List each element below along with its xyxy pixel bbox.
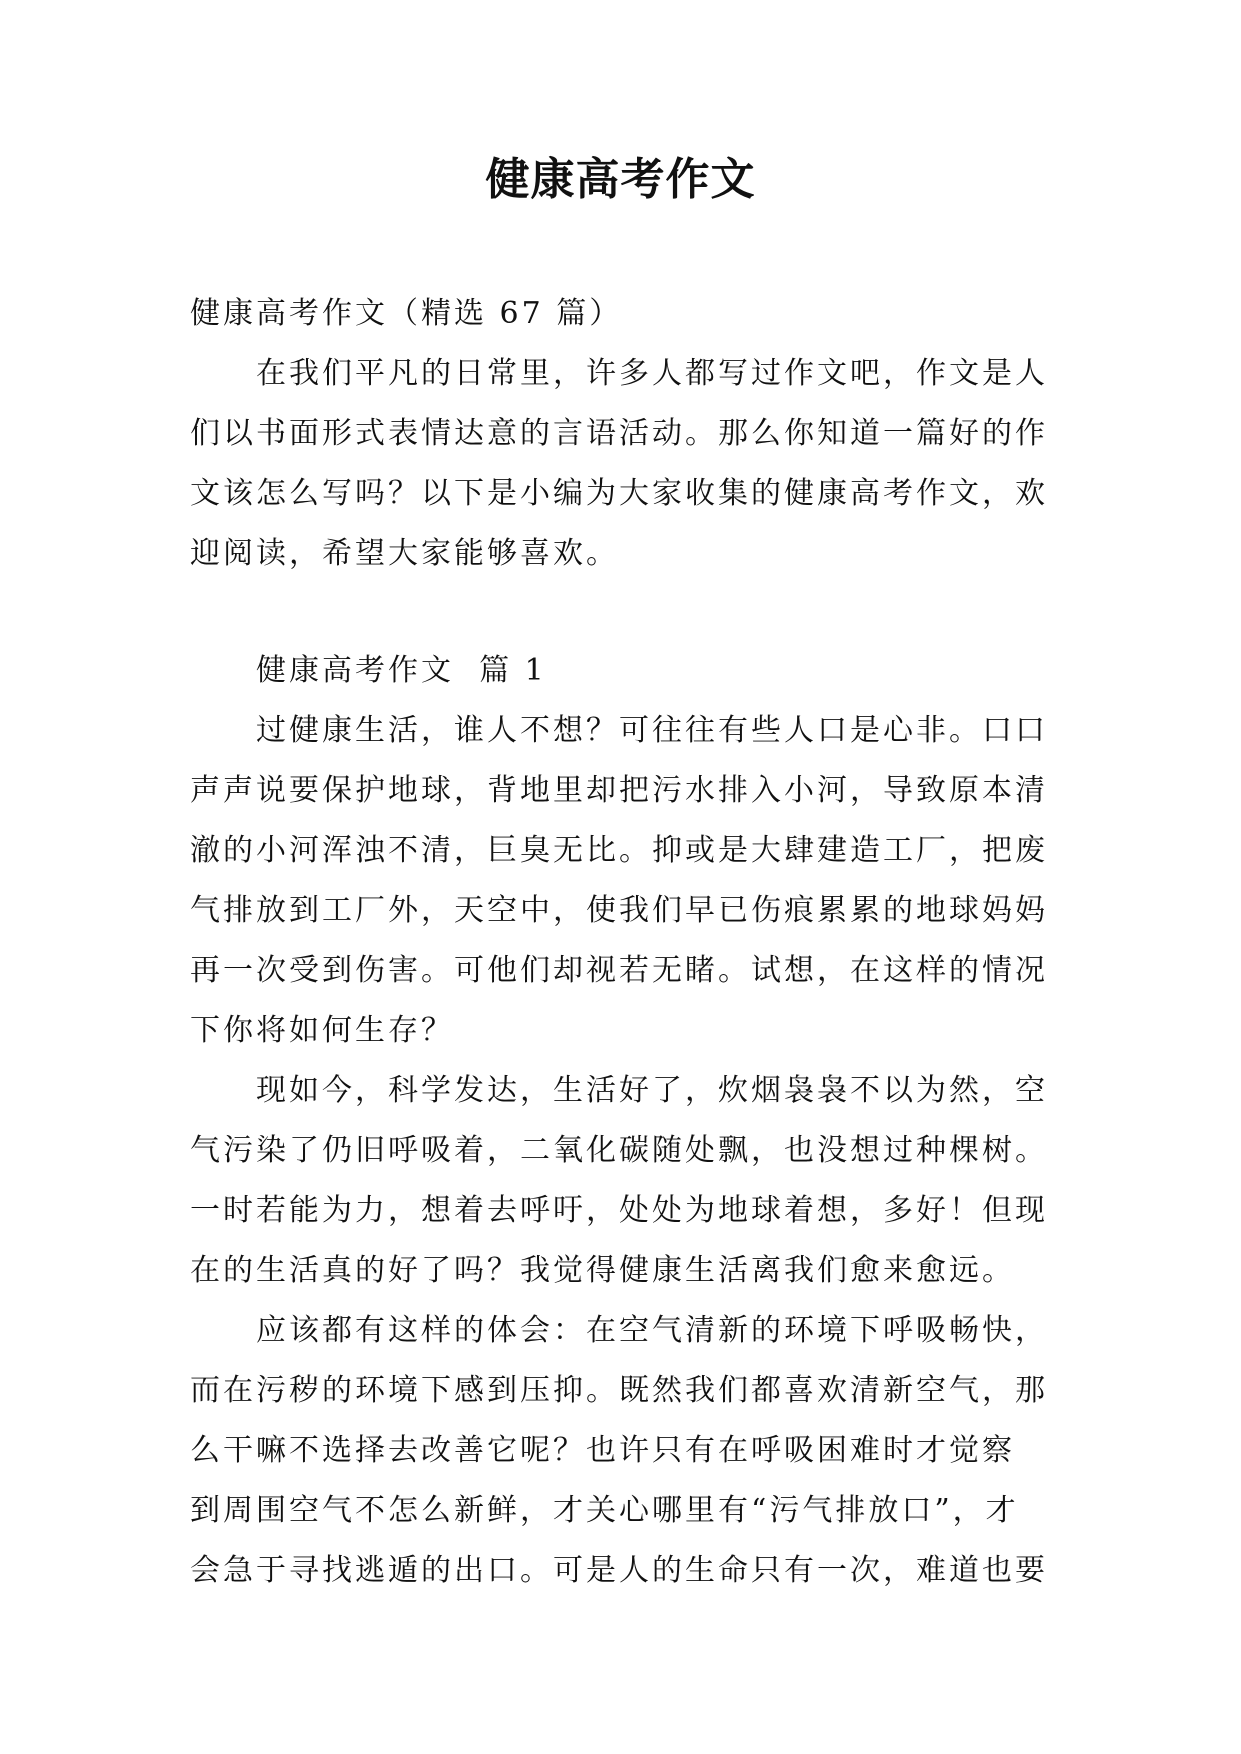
paragraph-line: 文该怎么写吗？以下是小编为大家收集的健康高考作文，欢 xyxy=(190,476,1048,511)
paragraph-line: 过健康生活，谁人不想？可往往有些人口是心非。口口 xyxy=(256,713,1048,748)
document-title: 健康高考作文 xyxy=(485,154,756,205)
paragraph-line: 澈的小河浑浊不清，巨臭无比。抑或是大肆建造工厂，把废 xyxy=(190,833,1048,868)
paragraph-line: 声声说要保护地球，背地里却把污水排入小河，导致原本清 xyxy=(190,773,1048,808)
paragraph-2 xyxy=(190,1061,1070,1301)
paragraph-line: 现如今，科学发达，生活好了，炊烟袅袅不以为然，空 xyxy=(256,1073,1048,1108)
paragraph-line: 们以书面形式表情达意的言语活动。那么你知道一篇好的作 xyxy=(190,416,1048,451)
paragraph-line: 会急于寻找逃遁的出口。可是人的生命只有一次，难道也要 xyxy=(190,1553,1048,1588)
paragraph-line: 再一次受到伤害。可他们却视若无睹。试想，在这样的情况 xyxy=(190,953,1048,988)
paragraph-line: 在我们平凡的日常里，许多人都写过作文吧，作文是人 xyxy=(256,356,1048,391)
paragraph-line: 到周围空气不怎么新鲜，才关心哪里有“污气排放口”，才 xyxy=(190,1493,1019,1528)
intro-paragraph xyxy=(190,344,1070,584)
paragraph-1 xyxy=(190,701,1070,1061)
section-heading: 健康高考作文 篇 1 xyxy=(256,653,547,688)
paragraph-line: 下你将如何生存？ xyxy=(190,1013,454,1048)
paragraph-line: 迎阅读，希望大家能够喜欢。 xyxy=(190,536,619,571)
paragraph-line: 气污染了仍旧呼吸着，二氧化碳随处飘，也没想过种棵树。 xyxy=(190,1133,1048,1168)
document-subtitle: 健康高考作文（精选 67 篇） xyxy=(190,296,623,331)
paragraph-3 xyxy=(190,1301,1070,1601)
document-body xyxy=(190,284,1070,1601)
paragraph-line: 在的生活真的好了吗？我觉得健康生活离我们愈来愈远。 xyxy=(190,1253,1015,1288)
section-spacer xyxy=(190,584,1070,641)
paragraph-line: 气排放到工厂外，天空中，使我们早已伤痕累累的地球妈妈 xyxy=(190,893,1048,928)
paragraph-line: 而在污秽的环境下感到压抑。既然我们都喜欢清新空气，那 xyxy=(190,1373,1048,1408)
paragraph-line: 么干嘛不选择去改善它呢？也许只有在呼吸困难时才觉察 xyxy=(190,1433,1015,1468)
paragraph-line: 一时若能为力，想着去呼吁，处处为地球着想，多好！但现 xyxy=(190,1193,1048,1228)
paragraph-line: 应该都有这样的体会：在空气清新的环境下呼吸畅快， xyxy=(256,1313,1048,1348)
